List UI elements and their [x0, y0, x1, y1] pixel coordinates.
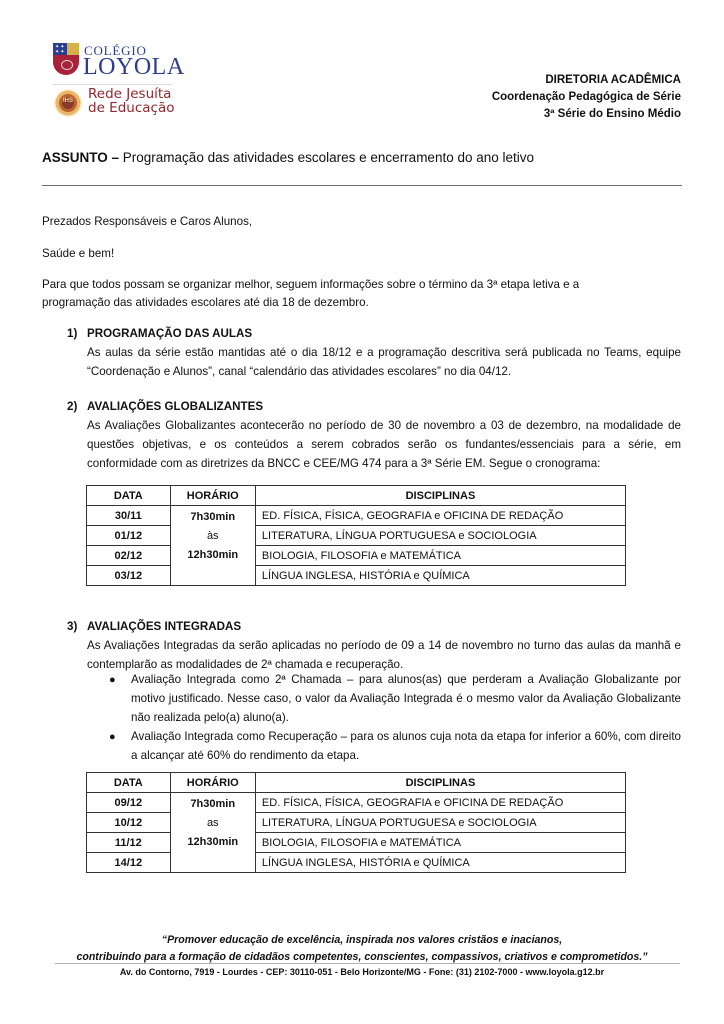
subject-label: ASSUNTO –	[42, 150, 120, 165]
department-line1: DIRETORIA ACADÊMICA	[545, 74, 681, 86]
intro-paragraph: Para que todos possam se organizar melhor, seguem informações sobre o término da 3ª etapa letiva e a programação das atividades escolares até dia 18 de dezembro.	[42, 278, 580, 309]
col-header-subjects: DISCIPLINAS	[255, 486, 625, 506]
header-divider	[42, 185, 682, 186]
integradas-schedule-table	[86, 772, 626, 873]
school-name-line1: COLÉGIO	[84, 43, 147, 58]
row-time: 7h30min às 12h30min	[170, 506, 255, 586]
row-subjects: LITERATURA, LÍNGUA PORTUGUESA e SOCIOLOGIA	[255, 526, 625, 546]
school-name-line2: LOYOLA	[83, 54, 185, 80]
row-time: 7h30min as 12h30min	[170, 793, 255, 873]
section-1-body: As aulas da série estão mantidas até o dia 18/12 e a programação descritiva será publicada no Teams, equipe “Coordenação e Alunos”, canal “calendário das atividades escolares” no dia 04/12.	[87, 346, 681, 378]
subject-line	[42, 150, 534, 165]
row-subjects: BIOLOGIA, FILOSOFIA e MATEMÁTICA	[255, 546, 625, 566]
footer-address: Av. do Contorno, 7919 - Lourdes - CEP: 30110-051 - Belo Horizonte/MG - Fone: (31) 2102-7000 - www.loyola.g12.br	[119, 967, 605, 977]
jesuit-sun-icon: IHS	[54, 89, 82, 117]
school-crest-icon: ✦✦ ✦✦	[53, 43, 79, 77]
subject-text: Programação das atividades escolares e encerramento do ano letivo	[119, 150, 535, 165]
col-header-date: DATA	[87, 773, 171, 793]
row-date: 03/12	[87, 566, 171, 586]
row-date: 02/12	[87, 546, 171, 566]
table-row	[87, 546, 626, 566]
greeting: Prezados Responsáveis e Caros Alunos,	[42, 215, 253, 228]
footer-divider	[55, 963, 680, 964]
mission-quote: “Promover educação de excelência, inspirada nos valores cristãos e inacianos, contribuindo para a formação de cidadãos competentes, conscientes, compassivos, criativos e comprometidos.”	[76, 934, 648, 963]
col-header-time: HORÁRIO	[170, 773, 255, 793]
row-subjects: BIOLOGIA, FILOSOFIA e MATEMÁTICA	[255, 833, 625, 853]
col-header-time: HORÁRIO	[170, 486, 255, 506]
section-1-number: 1)	[67, 327, 78, 340]
row-subjects: LÍNGUA INGLESA, HISTÓRIA e QUÍMICA	[255, 853, 625, 873]
section-2-body: As Avaliações Globalizantes acontecerão no período de 30 de novembro a 03 de dezembro, na modalidade de questões objetivas, e os conteúdos a serem cobrados serão os fundantes/essenciais para a série, em conformidade com as diretrizes da BNCC e CEE/MG 474 para a 3ª Série EM. Segue o cronograma:	[87, 419, 681, 470]
table-row	[87, 813, 626, 833]
bullet-item-1: Avaliação Integrada como 2ª Chamada – para alunos(as) que perderam a Avaliação Globalizante por motivo justificado. Nesse caso, o valor da Avaliação Integrada é o mesmo valor da Avaliação Globalizante não realizada pelo(a) aluno(a).	[131, 673, 681, 724]
school-logo	[50, 40, 190, 124]
section-2-title: AVALIAÇÕES GLOBALIZANTES	[87, 400, 264, 413]
row-date: 30/11	[87, 506, 171, 526]
col-header-date: DATA	[87, 486, 171, 506]
table-header-row	[87, 773, 626, 793]
table-row	[87, 566, 626, 586]
row-date: 09/12	[87, 793, 171, 813]
table-row	[87, 833, 626, 853]
department-line3: 3ª Série do Ensino Médio	[543, 108, 681, 120]
table-row	[87, 853, 626, 873]
section-2-number: 2)	[67, 400, 78, 413]
section-3-body: As Avaliações Integradas da serão aplicadas no período de 09 a 14 de novembro no turno das aulas da manhã e contemplarão as modalidades de 2ª chamada e recuperação.	[87, 639, 681, 671]
department-header	[492, 72, 681, 123]
row-subjects: ED. FÍSICA, FÍSICA, GEOGRAFIA e OFICINA DE REDAÇÃO	[255, 506, 625, 526]
logo-divider	[53, 84, 173, 85]
row-subjects: ED. FÍSICA, FÍSICA, GEOGRAFIA e OFICINA DE REDAÇÃO	[255, 793, 625, 813]
section-3-title: AVALIAÇÕES INTEGRADAS	[87, 620, 242, 633]
row-date: 11/12	[87, 833, 171, 853]
salutation: Saúde e bem!	[42, 247, 115, 260]
bullet-icon: ●	[109, 674, 116, 686]
row-subjects: LÍNGUA INGLESA, HISTÓRIA e QUÍMICA	[255, 566, 625, 586]
department-line2: Coordenação Pedagógica de Série	[491, 91, 681, 103]
table-row	[87, 506, 626, 526]
row-date: 10/12	[87, 813, 171, 833]
section-1-title: PROGRAMAÇÃO DAS AULAS	[87, 327, 253, 340]
table-row	[87, 793, 626, 813]
col-header-subjects: DISCIPLINAS	[255, 773, 625, 793]
bullet-icon: ●	[109, 731, 116, 743]
row-date: 01/12	[87, 526, 171, 546]
table-row	[87, 526, 626, 546]
globalizantes-schedule-table	[86, 485, 626, 586]
row-subjects: LITERATURA, LÍNGUA PORTUGUESA e SOCIOLOGIA	[255, 813, 625, 833]
section-3-number: 3)	[67, 620, 78, 633]
bullet-item-2: Avaliação Integrada como Recuperação – para os alunos cuja nota da etapa for inferior a 60%, com direito a alcançar até 60% do rendimento da etapa.	[131, 730, 681, 762]
row-date: 14/12	[87, 853, 171, 873]
table-header-row	[87, 486, 626, 506]
network-name: Rede Jesuíta de Educação	[88, 86, 175, 116]
